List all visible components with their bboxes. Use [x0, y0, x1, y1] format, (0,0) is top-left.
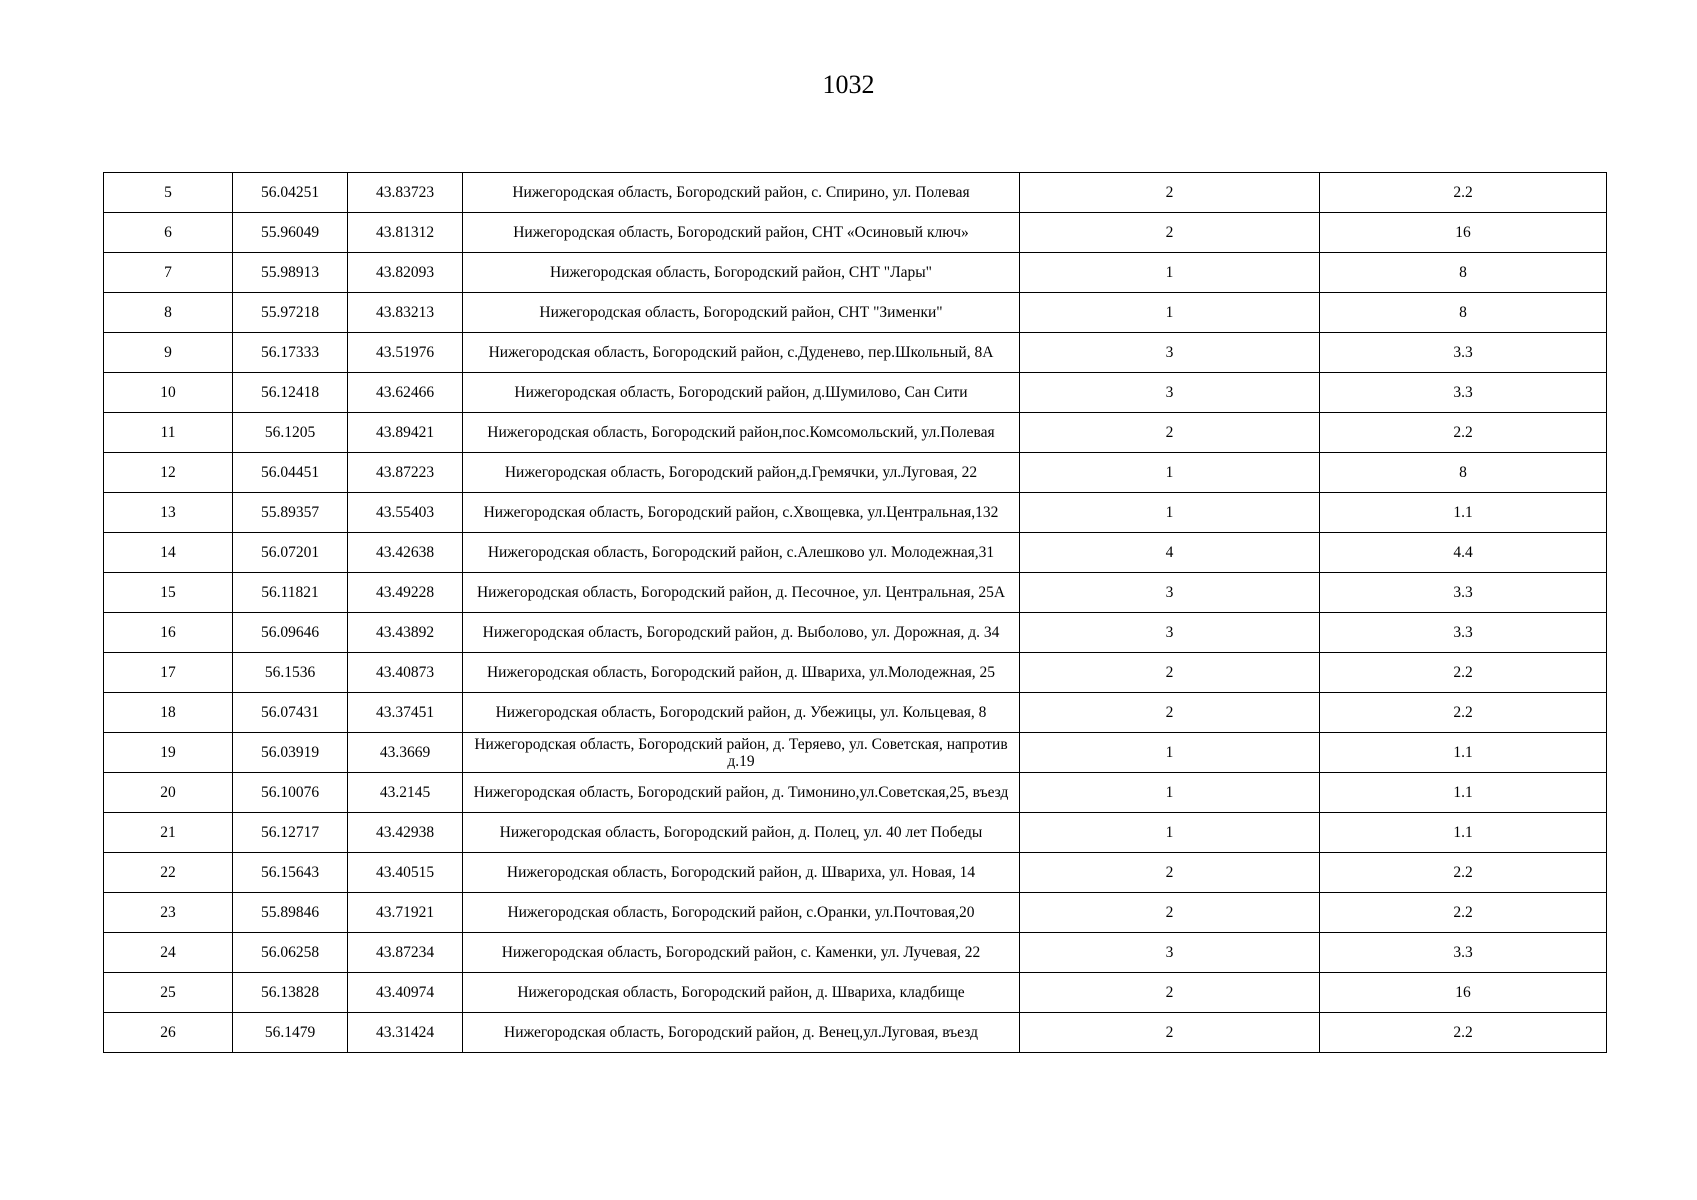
- row-number-cell: 25: [104, 973, 233, 1013]
- longitude-cell: 43.87223: [348, 453, 463, 493]
- count-cell: 1: [1020, 773, 1320, 813]
- volume-cell: 1.1: [1320, 813, 1607, 853]
- latitude-cell: 55.98913: [233, 253, 348, 293]
- volume-cell: 2.2: [1320, 693, 1607, 733]
- latitude-cell: 56.10076: [233, 773, 348, 813]
- table-row: [104, 293, 1607, 333]
- table-row: [104, 493, 1607, 533]
- address-cell: Нижегородская область, Богородский район, д. Полец, ул. 40 лет Победы: [463, 813, 1020, 853]
- longitude-cell: 43.81312: [348, 213, 463, 253]
- longitude-cell: 43.31424: [348, 1013, 463, 1053]
- table-row: [104, 1013, 1607, 1053]
- longitude-cell: 43.42638: [348, 533, 463, 573]
- count-cell: 1: [1020, 453, 1320, 493]
- row-number-cell: 13: [104, 493, 233, 533]
- row-number-cell: 9: [104, 333, 233, 373]
- address-cell: Нижегородская область, Богородский район, д. Швариха, ул. Новая, 14: [463, 853, 1020, 893]
- volume-cell: 8: [1320, 253, 1607, 293]
- latitude-cell: 56.12418: [233, 373, 348, 413]
- longitude-cell: 43.55403: [348, 493, 463, 533]
- latitude-cell: 56.06258: [233, 933, 348, 973]
- volume-cell: 8: [1320, 453, 1607, 493]
- volume-cell: 16: [1320, 973, 1607, 1013]
- address-cell: Нижегородская область, Богородский район, д. Теряево, ул. Советская, напротив д.19: [463, 733, 1020, 773]
- row-number-cell: 16: [104, 613, 233, 653]
- latitude-cell: 56.03919: [233, 733, 348, 773]
- address-cell: Нижегородская область, Богородский район, СНТ "Зименки": [463, 293, 1020, 333]
- volume-cell: 2.2: [1320, 413, 1607, 453]
- table-row: [104, 173, 1607, 213]
- latitude-cell: 56.07201: [233, 533, 348, 573]
- table-row: [104, 893, 1607, 933]
- latitude-cell: 56.04451: [233, 453, 348, 493]
- row-number-cell: 8: [104, 293, 233, 333]
- longitude-cell: 43.87234: [348, 933, 463, 973]
- address-cell: Нижегородская область, Богородский район, с.Алешково ул. Молодежная,31: [463, 533, 1020, 573]
- row-number-cell: 23: [104, 893, 233, 933]
- address-cell: Нижегородская область, Богородский район, д. Швариха, кладбище: [463, 973, 1020, 1013]
- row-number-cell: 15: [104, 573, 233, 613]
- row-number-cell: 17: [104, 653, 233, 693]
- address-cell: Нижегородская область, Богородский район, с.Дуденево, пер.Школьный, 8А: [463, 333, 1020, 373]
- volume-cell: 1.1: [1320, 733, 1607, 773]
- latitude-cell: 56.1536: [233, 653, 348, 693]
- count-cell: 4: [1020, 533, 1320, 573]
- count-cell: 3: [1020, 933, 1320, 973]
- count-cell: 1: [1020, 253, 1320, 293]
- address-cell: Нижегородская область, Богородский район, СНТ "Лары": [463, 253, 1020, 293]
- table-row: [104, 213, 1607, 253]
- address-cell: Нижегородская область, Богородский район,пос.Комсомольский, ул.Полевая: [463, 413, 1020, 453]
- longitude-cell: 43.42938: [348, 813, 463, 853]
- volume-cell: 2.2: [1320, 173, 1607, 213]
- longitude-cell: 43.82093: [348, 253, 463, 293]
- count-cell: 2: [1020, 893, 1320, 933]
- count-cell: 2: [1020, 173, 1320, 213]
- row-number-cell: 10: [104, 373, 233, 413]
- table-row: [104, 253, 1607, 293]
- count-cell: 1: [1020, 493, 1320, 533]
- volume-cell: 4.4: [1320, 533, 1607, 573]
- row-number-cell: 7: [104, 253, 233, 293]
- longitude-cell: 43.83213: [348, 293, 463, 333]
- latitude-cell: 56.11821: [233, 573, 348, 613]
- address-cell: Нижегородская область, Богородский район, д. Выболово, ул. Дорожная, д. 34: [463, 613, 1020, 653]
- address-cell: Нижегородская область, Богородский район, д. Венец,ул.Луговая, въезд: [463, 1013, 1020, 1053]
- count-cell: 3: [1020, 613, 1320, 653]
- table-row: [104, 933, 1607, 973]
- table-row: [104, 333, 1607, 373]
- latitude-cell: 56.13828: [233, 973, 348, 1013]
- count-cell: 1: [1020, 293, 1320, 333]
- table-row: [104, 853, 1607, 893]
- count-cell: 2: [1020, 693, 1320, 733]
- count-cell: 2: [1020, 973, 1320, 1013]
- longitude-cell: 43.62466: [348, 373, 463, 413]
- row-number-cell: 21: [104, 813, 233, 853]
- row-number-cell: 20: [104, 773, 233, 813]
- latitude-cell: 56.1479: [233, 1013, 348, 1053]
- address-cell: Нижегородская область, Богородский район, д. Тимонино,ул.Советская,25, въезд: [463, 773, 1020, 813]
- sites-table: [103, 172, 1607, 1053]
- longitude-cell: 43.40515: [348, 853, 463, 893]
- table-row: [104, 613, 1607, 653]
- table-row: [104, 733, 1607, 773]
- address-cell: Нижегородская область, Богородский район, д. Швариха, ул.Молодежная, 25: [463, 653, 1020, 693]
- row-number-cell: 18: [104, 693, 233, 733]
- row-number-cell: 14: [104, 533, 233, 573]
- latitude-cell: 56.07431: [233, 693, 348, 733]
- row-number-cell: 22: [104, 853, 233, 893]
- volume-cell: 2.2: [1320, 653, 1607, 693]
- volume-cell: 3.3: [1320, 373, 1607, 413]
- table-row: [104, 573, 1607, 613]
- page-number: 1032: [822, 70, 875, 99]
- latitude-cell: 56.12717: [233, 813, 348, 853]
- latitude-cell: 56.17333: [233, 333, 348, 373]
- count-cell: 2: [1020, 413, 1320, 453]
- longitude-cell: 43.40974: [348, 973, 463, 1013]
- table-row: [104, 653, 1607, 693]
- table-row: [104, 373, 1607, 413]
- volume-cell: 8: [1320, 293, 1607, 333]
- count-cell: 2: [1020, 213, 1320, 253]
- address-cell: Нижегородская область, Богородский район, с. Спирино, ул. Полевая: [463, 173, 1020, 213]
- count-cell: 1: [1020, 733, 1320, 773]
- volume-cell: 3.3: [1320, 573, 1607, 613]
- volume-cell: 16: [1320, 213, 1607, 253]
- table-body: [104, 173, 1607, 1053]
- address-cell: Нижегородская область, Богородский район,д.Гремячки, ул.Луговая, 22: [463, 453, 1020, 493]
- volume-cell: 3.3: [1320, 613, 1607, 653]
- longitude-cell: 43.37451: [348, 693, 463, 733]
- volume-cell: 2.2: [1320, 853, 1607, 893]
- latitude-cell: 56.04251: [233, 173, 348, 213]
- table-row: [104, 533, 1607, 573]
- latitude-cell: 56.09646: [233, 613, 348, 653]
- latitude-cell: 56.15643: [233, 853, 348, 893]
- volume-cell: 1.1: [1320, 493, 1607, 533]
- count-cell: 3: [1020, 333, 1320, 373]
- longitude-cell: 43.83723: [348, 173, 463, 213]
- longitude-cell: 43.43892: [348, 613, 463, 653]
- volume-cell: 3.3: [1320, 333, 1607, 373]
- table-row: [104, 973, 1607, 1013]
- latitude-cell: 55.89357: [233, 493, 348, 533]
- table-row: [104, 693, 1607, 733]
- row-number-cell: 12: [104, 453, 233, 493]
- table-row: [104, 453, 1607, 493]
- longitude-cell: 43.2145: [348, 773, 463, 813]
- row-number-cell: 6: [104, 213, 233, 253]
- count-cell: 2: [1020, 653, 1320, 693]
- latitude-cell: 55.97218: [233, 293, 348, 333]
- row-number-cell: 26: [104, 1013, 233, 1053]
- longitude-cell: 43.49228: [348, 573, 463, 613]
- latitude-cell: 56.1205: [233, 413, 348, 453]
- address-cell: Нижегородская область, Богородский район, с. Каменки, ул. Лучевая, 22: [463, 933, 1020, 973]
- count-cell: 2: [1020, 853, 1320, 893]
- address-cell: Нижегородская область, Богородский район, д. Песочное, ул. Центральная, 25А: [463, 573, 1020, 613]
- volume-cell: 3.3: [1320, 933, 1607, 973]
- row-number-cell: 24: [104, 933, 233, 973]
- longitude-cell: 43.3669: [348, 733, 463, 773]
- table-row: [104, 773, 1607, 813]
- volume-cell: 2.2: [1320, 1013, 1607, 1053]
- longitude-cell: 43.89421: [348, 413, 463, 453]
- count-cell: 2: [1020, 1013, 1320, 1053]
- volume-cell: 2.2: [1320, 893, 1607, 933]
- address-cell: Нижегородская область, Богородский район, д.Шумилово, Сан Сити: [463, 373, 1020, 413]
- address-cell: Нижегородская область, Богородский район, с.Оранки, ул.Почтовая,20: [463, 893, 1020, 933]
- table-row: [104, 413, 1607, 453]
- latitude-cell: 55.89846: [233, 893, 348, 933]
- count-cell: 1: [1020, 813, 1320, 853]
- longitude-cell: 43.51976: [348, 333, 463, 373]
- row-number-cell: 11: [104, 413, 233, 453]
- longitude-cell: 43.40873: [348, 653, 463, 693]
- latitude-cell: 55.96049: [233, 213, 348, 253]
- longitude-cell: 43.71921: [348, 893, 463, 933]
- address-cell: Нижегородская область, Богородский район, д. Убежицы, ул. Кольцевая, 8: [463, 693, 1020, 733]
- volume-cell: 1.1: [1320, 773, 1607, 813]
- table-row: [104, 813, 1607, 853]
- count-cell: 3: [1020, 373, 1320, 413]
- count-cell: 3: [1020, 573, 1320, 613]
- address-cell: Нижегородская область, Богородский район, с.Хвощевка, ул.Центральная,132: [463, 493, 1020, 533]
- address-cell: Нижегородская область, Богородский район, СНТ «Осиновый ключ»: [463, 213, 1020, 253]
- row-number-cell: 19: [104, 733, 233, 773]
- row-number-cell: 5: [104, 173, 233, 213]
